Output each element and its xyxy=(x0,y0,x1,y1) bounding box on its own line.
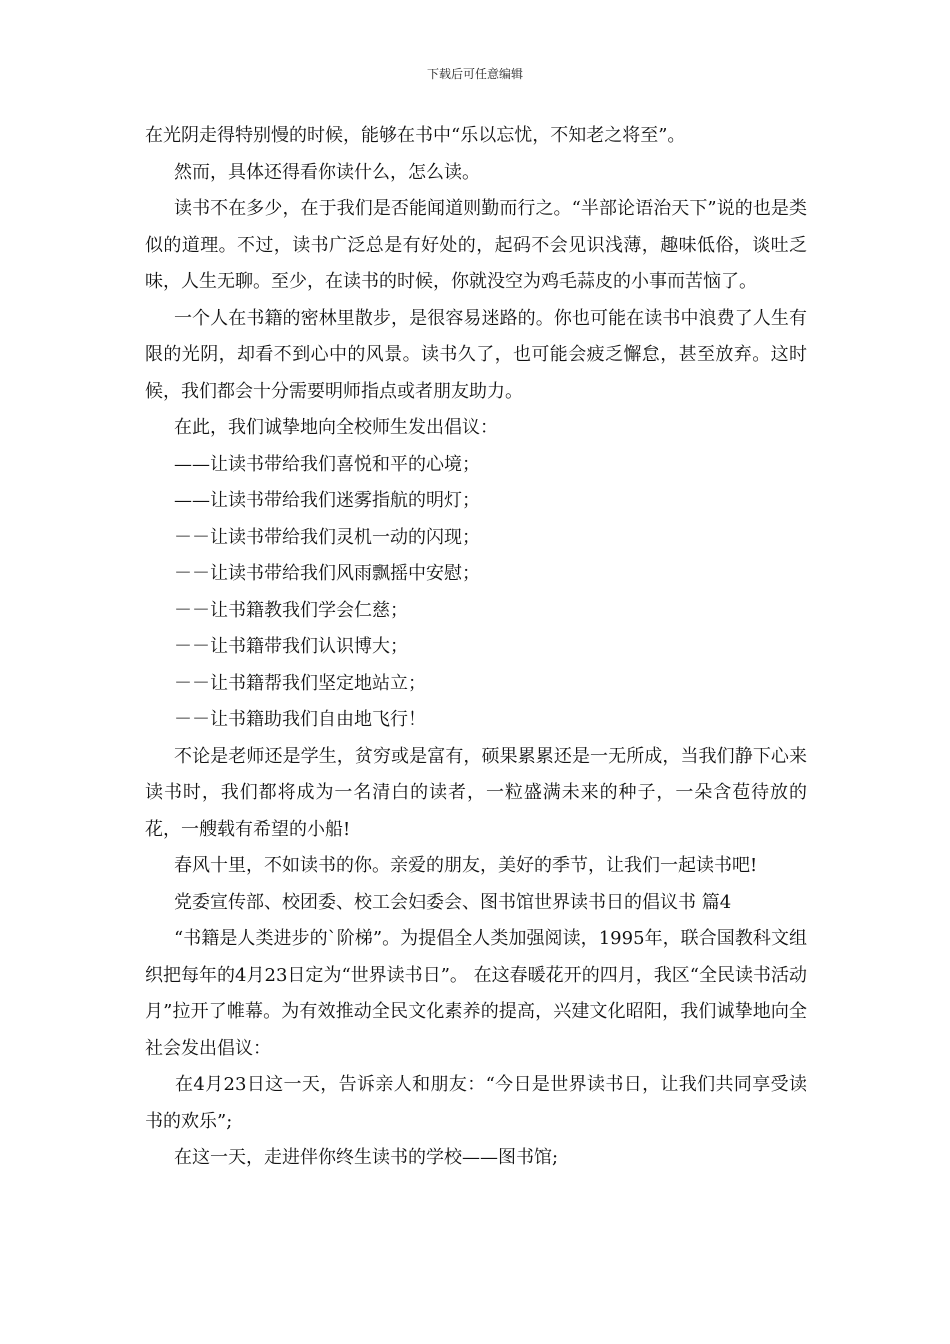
proposal-item-2: ——让读书带给我们迷雾指航的明灯； xyxy=(174,490,480,511)
proposal-item-7: －－让书籍帮我们坚定地站立； xyxy=(174,672,426,694)
paragraph-2: 然而，具体还得看你读什么，怎么读。 xyxy=(174,161,480,183)
paragraph-library: 在这一天，走进伴你终生读书的学校——图书馆; xyxy=(174,1147,559,1168)
proposal-intro: 在此，我们诚挚地向全校师生发出倡议： xyxy=(174,417,498,438)
proposal-item-5: －－让书籍教我们学会仁慈； xyxy=(174,599,408,621)
paragraph-4: 一个人在书籍的密林里散步，是很容易迷路的。你也可能在读书中浪费了人生有限的光阴，却看不到心中的风景。读书久了，也可能会疲乏懈怠，甚至放弃。这时候，我们都会十分需要明师指点或者朋友助力。 xyxy=(145,307,807,402)
section-title-part-4: 党委宣传部、校团委、校工会妇委会、图书馆世界读书日的倡议书 篇4 xyxy=(174,891,732,913)
proposal-item-8: －－让书籍助我们自由地飞行！ xyxy=(174,709,426,730)
paragraph-ladder: “书籍是人类进步的`阶梯”。为提倡全人类加强阅读，1995年，联合国教科文组织把每年的4月23日定为“世界读书日”。 在这春暖花开的四月，我区“全民读书活动月”拉开了帷幕。为有效推动全民文化素养的提高，兴建文化昭阳，我们诚挚地向全社会发出倡议： xyxy=(145,928,807,1059)
paragraph-1: 在光阴走得特别慢的时候，能够在书中“乐以忘忧，不知老之将至”。 xyxy=(145,125,686,146)
document-body xyxy=(145,118,807,1177)
paragraph-spring: 春风十里，不如读书的你。亲爱的朋友，美好的季节，让我们一起读书吧! xyxy=(174,855,758,876)
page-header-note: 下载后可任意编辑 xyxy=(426,67,523,81)
proposal-item-4: －－让读书带给我们风雨飘摇中安慰； xyxy=(174,563,480,584)
proposal-item-3: －－让读书带给我们灵机一动的闪现； xyxy=(174,526,480,548)
proposal-item-6: －－让书籍带我们认识博大； xyxy=(174,636,408,657)
proposal-item-1: ——让读书带给我们喜悦和平的心境； xyxy=(174,453,480,475)
paragraph-april-23: 在4月23日这一天，告诉亲人和朋友：“今日是世界读书日，让我们共同享受读书的欢乐”; xyxy=(145,1074,807,1132)
paragraph-readers: 不论是老师还是学生，贫穷或是富有，硕果累累还是一无所成，当我们静下心来读书时，我们都将成为一名清白的读者，一粒盛满未来的种子，一朵含苞待放的花，一艘载有希望的小船! xyxy=(145,745,807,840)
paragraph-3: 读书不在多少，在于我们是否能闻道则勤而行之。“半部论语治天下”说的也是类似的道理。不过，读书广泛总是有好处的，起码不会见识浅薄，趣味低俗，谈吐乏味，人生无聊。至少，在读书的时候，你就没空为鸡毛蒜皮的小事而苦恼了。 xyxy=(145,198,807,292)
